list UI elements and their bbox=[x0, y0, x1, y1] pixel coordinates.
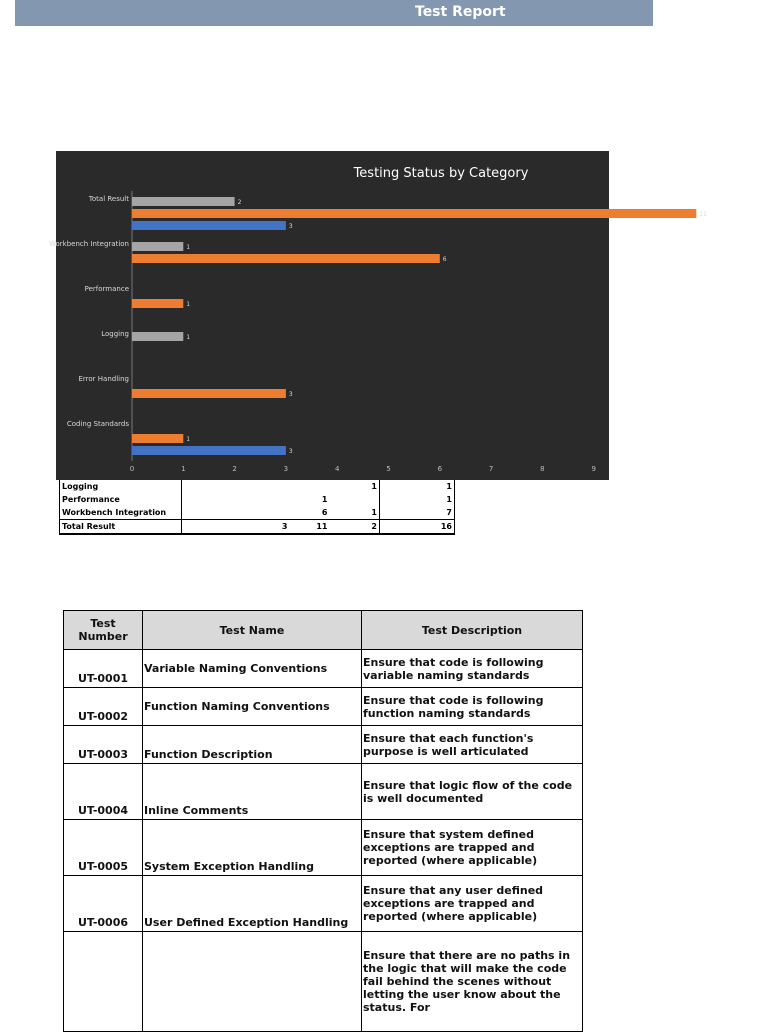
bar-data-label: 6 bbox=[442, 256, 447, 263]
test-name: Function Description bbox=[143, 726, 362, 764]
pivot-cell: 1 bbox=[330, 480, 380, 493]
pivot-row-total: 1 bbox=[380, 480, 455, 493]
test-description: Ensure that code is following variable naming standards bbox=[362, 650, 583, 688]
pivot-row bbox=[60, 493, 455, 506]
chart-svg bbox=[49, 151, 707, 480]
test-name: Variable Naming Conventions bbox=[143, 650, 362, 688]
pivot-row-total: 1 bbox=[380, 493, 455, 506]
test-number: UT-0003 bbox=[64, 726, 143, 764]
test-row bbox=[64, 764, 583, 820]
pivot-cell bbox=[182, 493, 290, 506]
bar-data-label: 1 bbox=[186, 301, 191, 308]
test-name: Inline Comments bbox=[143, 764, 362, 820]
bar bbox=[132, 221, 286, 230]
test-number: UT-0001 bbox=[64, 650, 143, 688]
bar-data-label: 3 bbox=[288, 448, 293, 455]
category-label: Performance bbox=[84, 285, 129, 293]
bar bbox=[132, 299, 183, 308]
bar bbox=[132, 434, 183, 443]
pivot-row-label: Performance bbox=[60, 493, 182, 506]
pivot-cell: 2 bbox=[330, 520, 380, 535]
pivot-cell bbox=[290, 480, 330, 493]
x-tick-label: 4 bbox=[334, 465, 340, 473]
test-name: User Defined Exception Handling bbox=[143, 876, 362, 932]
bar-data-label: 3 bbox=[288, 391, 293, 398]
category-label: Logging bbox=[101, 330, 129, 338]
test-number: UT-0005 bbox=[64, 820, 143, 876]
bar bbox=[132, 332, 183, 341]
bar-data-label: 1 bbox=[186, 334, 191, 341]
pivot-row-total: 16 bbox=[380, 520, 455, 535]
test-description: Ensure that logic flow of the code is well documented bbox=[362, 764, 583, 820]
test-description: Ensure that system defined exceptions are trapped and reported (where applicable) bbox=[362, 820, 583, 876]
test-table-header-row bbox=[64, 611, 583, 650]
pivot-cell: 1 bbox=[330, 506, 380, 520]
pivot-summary-table bbox=[59, 480, 455, 535]
bar bbox=[132, 209, 696, 218]
pivot-row-label: Logging bbox=[60, 480, 182, 493]
pivot-cell: 1 bbox=[321, 495, 328, 504]
test-name: Function Naming Conventions bbox=[143, 688, 362, 726]
x-tick-label: 6 bbox=[437, 465, 443, 473]
pivot-row bbox=[60, 520, 455, 535]
x-tick-label: 9 bbox=[591, 465, 596, 473]
pivot-row-label: Workbench Integration bbox=[60, 506, 182, 520]
bar bbox=[132, 446, 286, 455]
test-number: UT-0004 bbox=[64, 764, 143, 820]
pivot-row bbox=[60, 480, 455, 493]
x-tick-label: 5 bbox=[386, 465, 391, 473]
x-tick-label: 0 bbox=[129, 465, 135, 473]
bar bbox=[132, 389, 286, 398]
test-description: Ensure that there are no paths in the logic that will make the code fail behind the scenes without letting the user know about the status. For bbox=[362, 932, 583, 1032]
category-label: Error Handling bbox=[78, 375, 129, 383]
page-title: Test Report bbox=[415, 4, 506, 20]
bar bbox=[132, 254, 440, 263]
pivot-row-total: 7 bbox=[380, 506, 455, 520]
chart-title: Testing Status by Category bbox=[353, 166, 529, 181]
test-row bbox=[64, 650, 583, 688]
test-description: Ensure that code is following function naming standards bbox=[362, 688, 583, 726]
test-name: System Exception Handling bbox=[143, 820, 362, 876]
bar-data-label: 2 bbox=[237, 199, 242, 206]
bar-data-label: 1 bbox=[186, 436, 191, 443]
pivot-cell: 6 bbox=[321, 508, 328, 517]
test-description: Ensure that any user defined exceptions are trapped and reported (where applicable) bbox=[362, 876, 583, 932]
testing-status-chart bbox=[49, 151, 707, 480]
test-number: UT-0002 bbox=[64, 688, 143, 726]
test-number bbox=[64, 932, 143, 1032]
x-tick-label: 1 bbox=[181, 465, 186, 473]
pivot-row-label: Total Result bbox=[60, 520, 182, 535]
pivot-cell bbox=[182, 506, 290, 520]
test-name bbox=[143, 932, 362, 1032]
test-row bbox=[64, 820, 583, 876]
category-label: Total Result bbox=[88, 195, 129, 203]
x-tick-label: 8 bbox=[540, 465, 545, 473]
test-row bbox=[64, 876, 583, 932]
test-row bbox=[64, 726, 583, 764]
bar bbox=[132, 197, 235, 206]
pivot-row bbox=[60, 506, 455, 520]
header-bar bbox=[15, 0, 653, 26]
test-description: Ensure that each function's purpose is well articulated bbox=[362, 726, 583, 764]
header-test-number: Test Number bbox=[64, 611, 143, 650]
bar bbox=[132, 242, 183, 251]
pivot-cell: 11 bbox=[290, 520, 330, 535]
pivot-cell bbox=[182, 480, 290, 493]
bar-data-label: 11 bbox=[699, 211, 707, 218]
category-label: Workbench Integration bbox=[49, 240, 129, 248]
test-cases-table bbox=[63, 610, 583, 1032]
header-test-description: Test Description bbox=[362, 611, 583, 650]
pivot-cell: 3 bbox=[182, 520, 290, 535]
x-tick-label: 7 bbox=[488, 465, 494, 473]
test-row bbox=[64, 688, 583, 726]
x-tick-label: 3 bbox=[283, 465, 289, 473]
pivot-cell bbox=[330, 493, 380, 506]
bar-data-label: 1 bbox=[186, 244, 191, 251]
header-test-name: Test Name bbox=[143, 611, 362, 650]
test-number: UT-0006 bbox=[64, 876, 143, 932]
test-row bbox=[64, 932, 583, 1032]
category-label: Coding Standards bbox=[66, 420, 129, 428]
bar-data-label: 3 bbox=[288, 223, 293, 230]
x-tick-label: 2 bbox=[232, 465, 237, 473]
